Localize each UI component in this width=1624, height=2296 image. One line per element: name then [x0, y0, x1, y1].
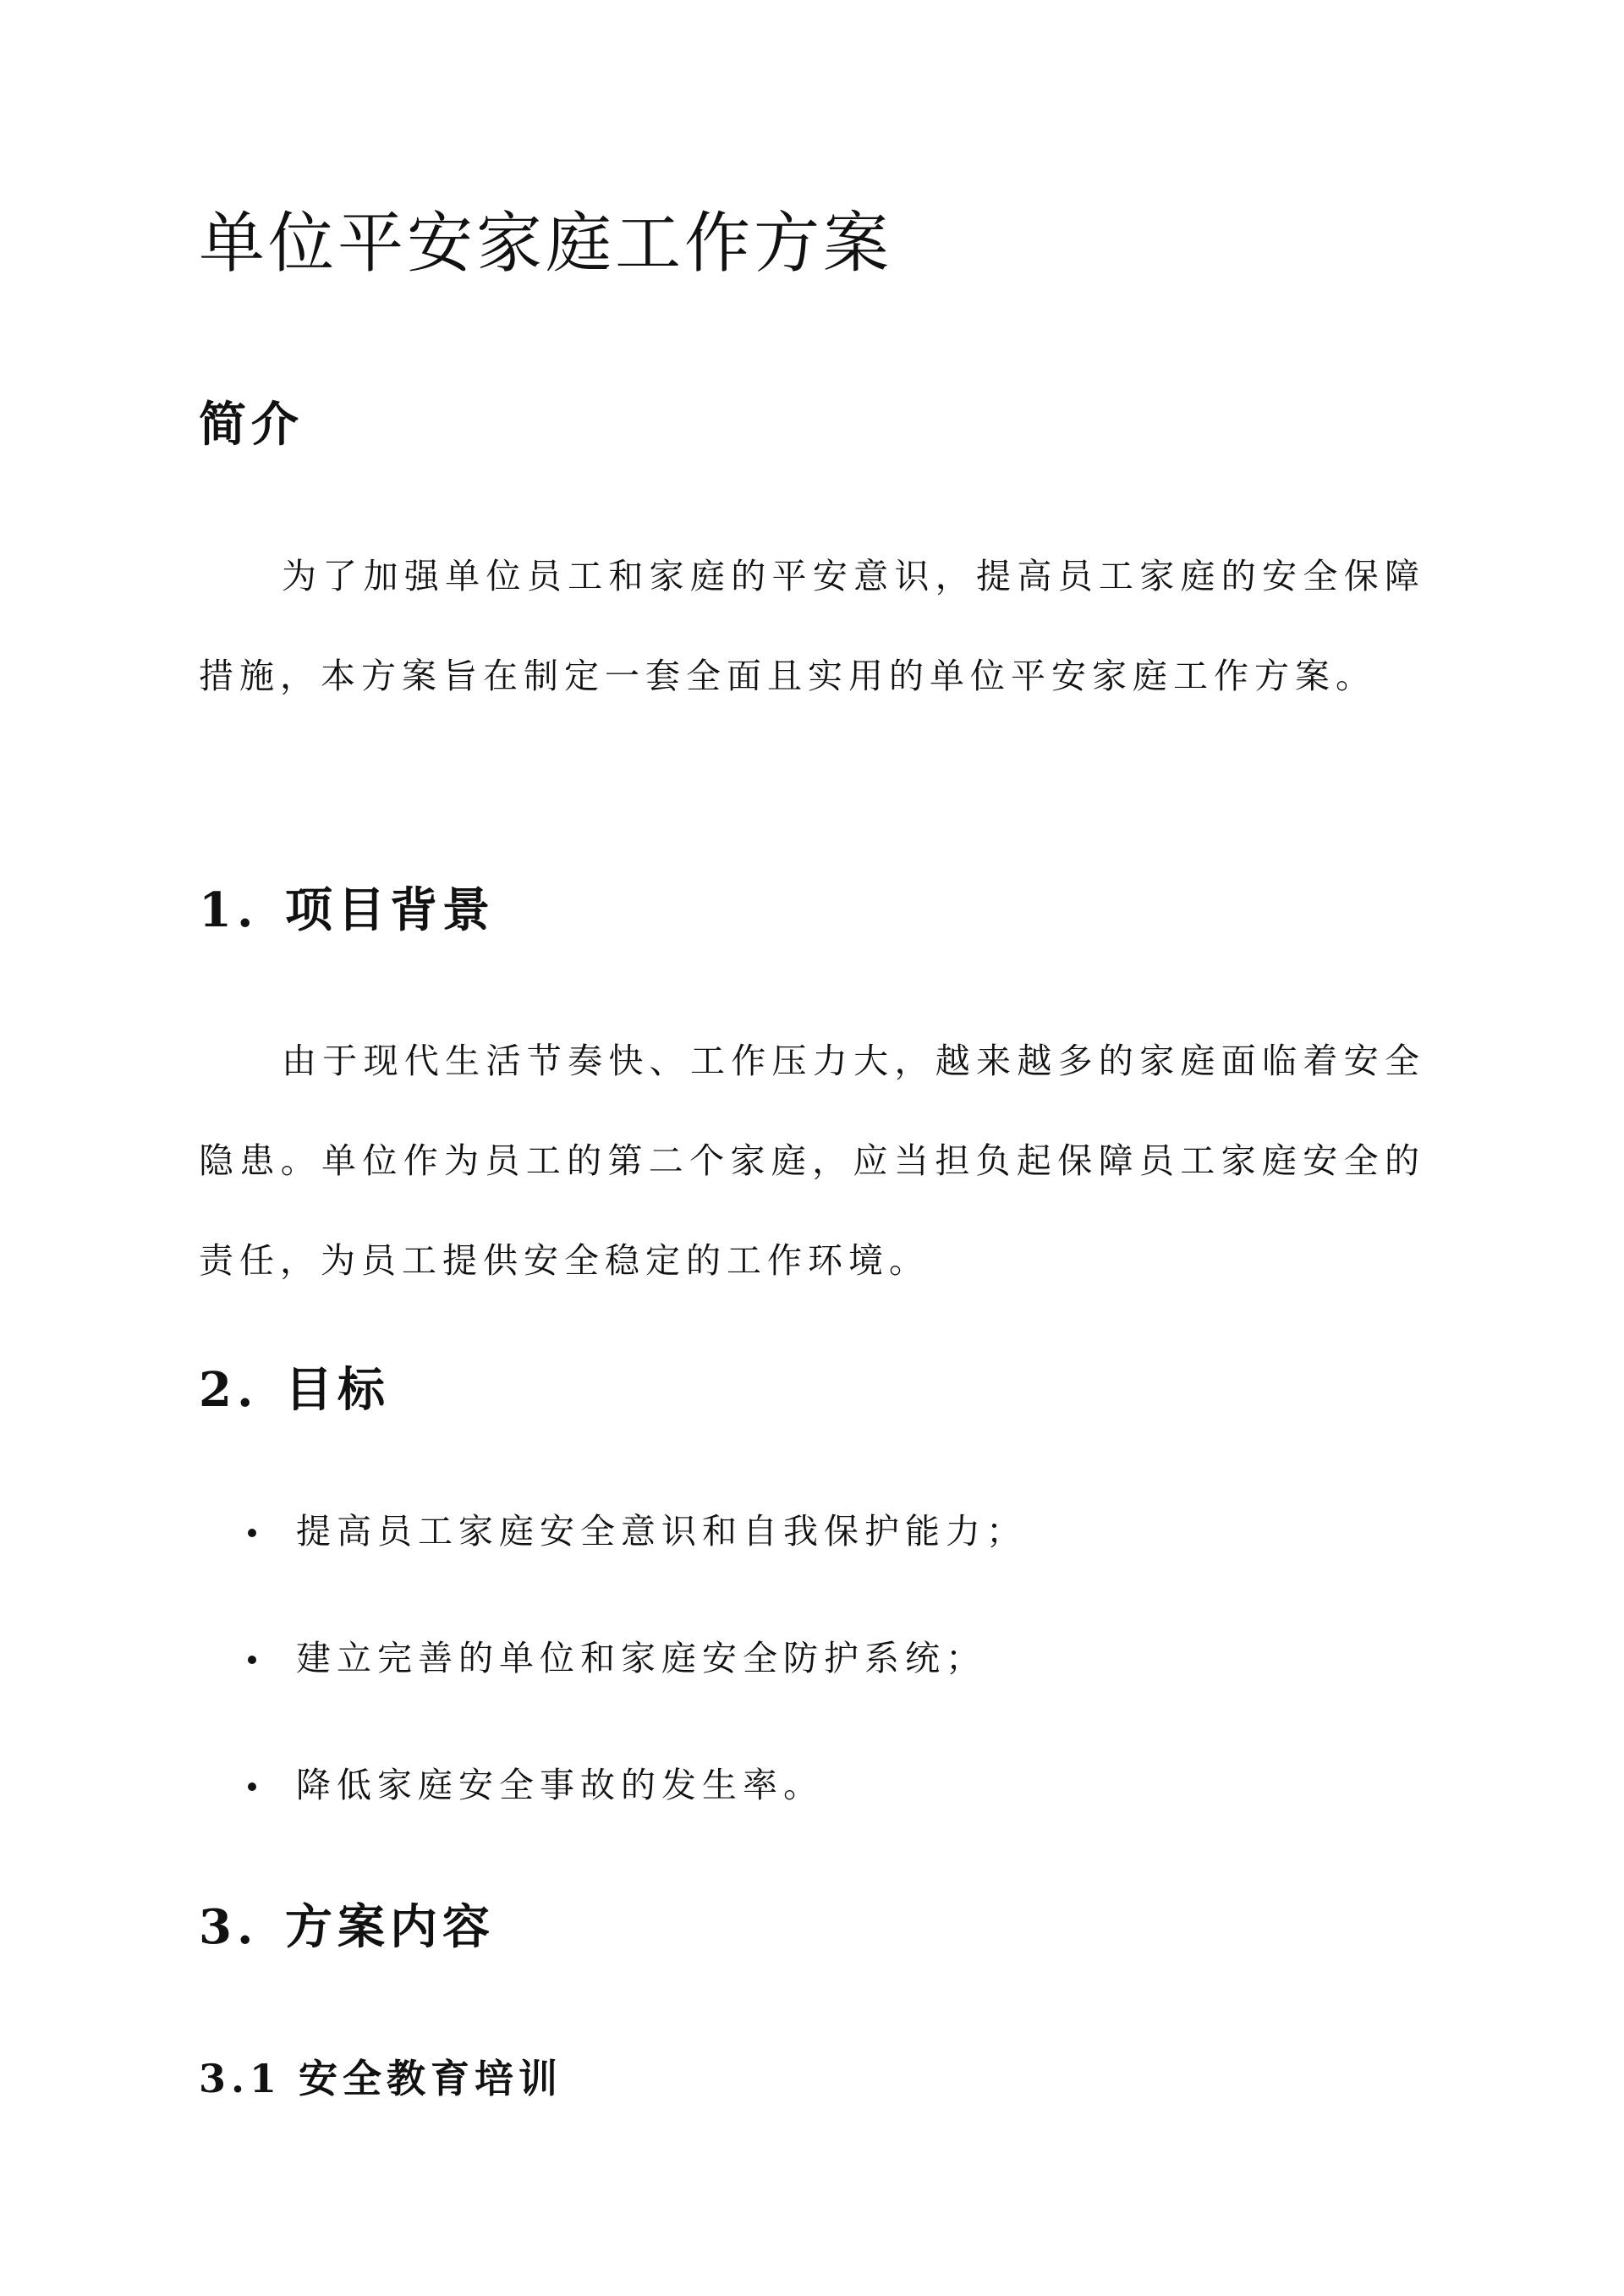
bullet-dot-icon [248, 1656, 256, 1664]
list-item-text: 降低家庭安全事故的发生率。 [296, 1765, 824, 1805]
document-title: 单位平安家庭工作方案 [199, 206, 893, 282]
section-number: 2. [199, 1362, 259, 1418]
list-item [199, 1489, 1027, 1616]
section-heading-goals [199, 1356, 390, 1424]
section-heading-text: 项目背景 [285, 882, 495, 938]
bullet-dot-icon [248, 1529, 256, 1537]
section-heading-text: 目标 [285, 1362, 390, 1418]
section-heading-text: 方案内容 [285, 1899, 495, 1955]
list-item-text: 提高员工家庭安全意识和自我保护能力； [296, 1511, 1027, 1552]
section-number: 3. [199, 1899, 259, 1955]
section-number: 1. [199, 882, 259, 938]
section-heading-content [199, 1893, 495, 1961]
intro-paragraph: 为了加强单位员工和家庭的平安意识，提高员工家庭的安全保障措施，本方案旨在制定一套全面且实用的单位平安家庭工作方案。 [199, 556, 1425, 696]
section-heading-background [199, 876, 495, 944]
list-item [199, 1743, 1027, 1870]
list-item-text: 建立完善的单位和家庭安全防护系统； [296, 1638, 986, 1678]
background-paragraph: 由于现代生活节奏快、工作压力大，越来越多的家庭面临着安全隐患。单位作为员工的第二个家庭，应当担负起保障员工家庭安全的责任，为员工提供安全稳定的工作环境。 [199, 1041, 1425, 1281]
bullet-dot-icon [248, 1782, 256, 1791]
section-heading-text: 简介 [199, 397, 304, 453]
subsection-heading-training [199, 2049, 562, 2108]
section-heading-intro [199, 391, 304, 459]
subsection-heading-text: 安全教育培训 [299, 2056, 562, 2101]
subsection-number: 3.1 [199, 2056, 283, 2101]
list-item [199, 1616, 1027, 1743]
goals-list [199, 1489, 1027, 1870]
